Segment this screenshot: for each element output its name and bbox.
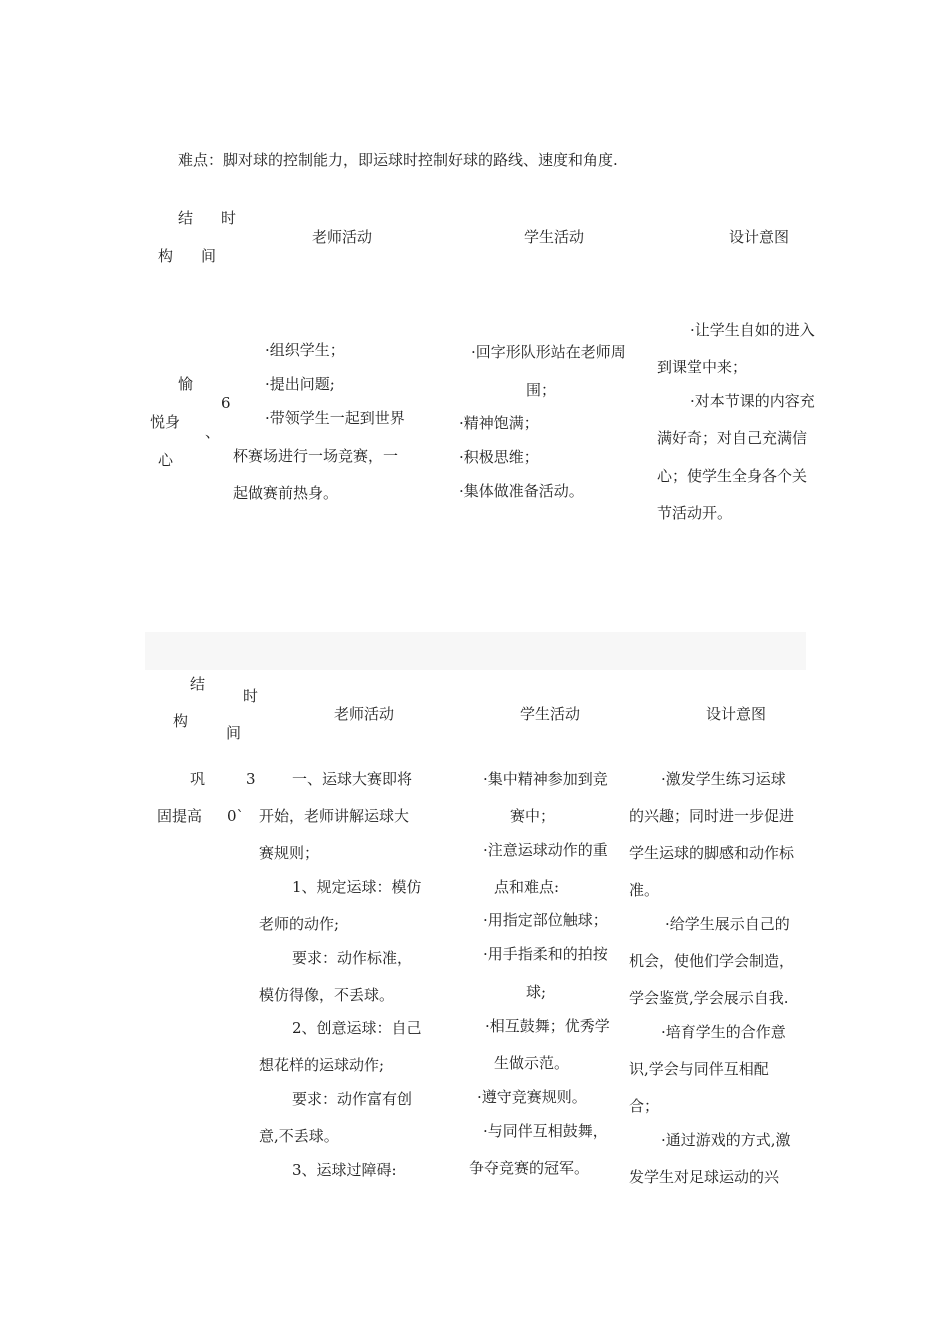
t1-design-line: 节活动开。 [657, 504, 733, 522]
t2-student-line: 赛中； [510, 807, 556, 825]
t1-student-line: ·回字形队形站在老师周 [471, 343, 626, 361]
t2-design-line: 合； [629, 1097, 660, 1115]
t1-struct-line: 愉 [178, 375, 194, 393]
t2-student-line: ·用指定部位触球； [483, 911, 608, 929]
t2-student-line: 球; [526, 983, 547, 1001]
t2-teacher-line: 模仿得像，不丢球。 [259, 986, 395, 1004]
t2-design-line: ·给学生展示自己的 [665, 915, 790, 933]
t1-time-value: 6 [221, 394, 231, 412]
t2-header-struct-1: 结 [190, 675, 206, 693]
page-break-band [145, 632, 806, 670]
t2-teacher-line: 2、创意运球：自己 [292, 1019, 422, 1037]
t2-student-line: ·集中精神参加到竞 [483, 770, 608, 788]
t2-teacher-line: 要求：动作富有创 [292, 1090, 413, 1108]
t2-design-line: 的兴趣；同时进一步促进 [629, 807, 795, 825]
t1-header-struct-1: 结 [178, 209, 194, 227]
t1-design-line: ·让学生自如的进入 [690, 321, 815, 339]
t2-header-time-1: 时 [243, 687, 259, 705]
t1-student-line: ·积极思维； [459, 448, 539, 466]
t2-teacher-line: 3、运球过障碍: [292, 1161, 397, 1179]
t2-teacher-line: 开始，老师讲解运球大 [259, 807, 410, 825]
t2-design-line: ·通过游戏的方式,激 [661, 1131, 791, 1149]
difficulty-text: 难点：脚对球的控制能力，即运球时控制好球的路线、速度和角度. [178, 151, 618, 169]
t1-design-line: 满好奇；对自己充满信 [657, 429, 808, 447]
t2-design-line: 识,学会与同伴互相配 [629, 1060, 769, 1078]
t2-header-design: 设计意图 [706, 705, 767, 723]
t2-teacher-line: 一、运球大赛即将 [292, 770, 413, 788]
t2-student-line: ·用手指柔和的拍按 [483, 945, 608, 963]
t1-teacher-line: ·提出问题; [265, 375, 335, 393]
t1-header-student: 学生活动 [524, 228, 585, 246]
t1-student-line: 围； [526, 381, 557, 399]
t2-design-line: ·激发学生练习运球 [661, 770, 786, 788]
t1-struct-line: 悦身 [150, 413, 181, 431]
t1-time-mark: 、 [205, 423, 221, 441]
t2-student-line: ·与同伴互相鼓舞， [483, 1122, 608, 1140]
t2-header-struct-2: 构 [173, 712, 189, 730]
t1-student-line: ·集体做准备活动。 [459, 482, 584, 500]
t2-struct-line: 固提高 [157, 807, 203, 825]
t1-teacher-line: ·组织学生； [265, 341, 345, 359]
t2-design-line: 学会鉴赏,学会展示自我. [629, 989, 789, 1007]
t1-header-design: 设计意图 [729, 228, 790, 246]
t1-struct-line: 心 [158, 451, 174, 469]
t2-student-line: 生做示范。 [494, 1054, 570, 1072]
t1-student-line: ·精神饱满； [459, 414, 539, 432]
t1-design-line: 到课堂中来； [657, 358, 748, 376]
t1-header-teacher: 老师活动 [312, 228, 373, 246]
t2-time-line: 0` [227, 807, 245, 825]
t1-teacher-line: ·带领学生一起到世界 [265, 409, 405, 427]
t1-teacher-line: 起做赛前热身。 [233, 484, 339, 502]
t1-design-line: 心；使学生全身各个关 [657, 467, 808, 485]
t2-header-time-2: 间 [226, 724, 242, 742]
t2-teacher-line: 想花样的运球动作; [259, 1056, 385, 1074]
t2-design-line: 机会，使他们学会制造， [629, 952, 795, 970]
t2-design-line: 学生运球的脚感和动作标 [629, 844, 795, 862]
t2-teacher-line: 赛规则； [259, 844, 320, 862]
t1-header-time-2: 间 [201, 247, 217, 265]
t2-design-line: 准。 [629, 881, 660, 899]
t2-header-teacher: 老师活动 [334, 705, 395, 723]
t1-header-struct-2: 构 [158, 247, 174, 265]
t1-teacher-line: 杯赛场进行一场竞赛，一 [233, 447, 399, 465]
t2-teacher-line: 老师的动作; [259, 915, 340, 933]
t2-header-student: 学生活动 [520, 705, 581, 723]
t2-struct-line: 巩 [190, 770, 206, 788]
t1-design-line: ·对本节课的内容充 [690, 392, 815, 410]
t2-student-line: ·遵守竞赛规则。 [477, 1088, 587, 1106]
t1-header-time-1: 时 [221, 209, 237, 227]
t2-student-line: 争夺竞赛的冠军。 [469, 1159, 590, 1177]
t2-student-line: 点和难点: [494, 878, 560, 896]
t2-student-line: ·相互鼓舞；优秀学 [485, 1017, 610, 1035]
t2-student-line: ·注意运球动作的重 [483, 841, 608, 859]
t2-teacher-line: 意,不丢球。 [259, 1127, 339, 1145]
t2-time-line: 3 [246, 770, 256, 788]
t2-teacher-line: 要求：动作标准， [292, 949, 413, 967]
t2-design-line: ·培育学生的合作意 [661, 1023, 786, 1041]
t2-teacher-line: 1、规定运球：模仿 [292, 878, 422, 896]
t2-design-line: 发学生对足球运动的兴 [629, 1168, 780, 1186]
